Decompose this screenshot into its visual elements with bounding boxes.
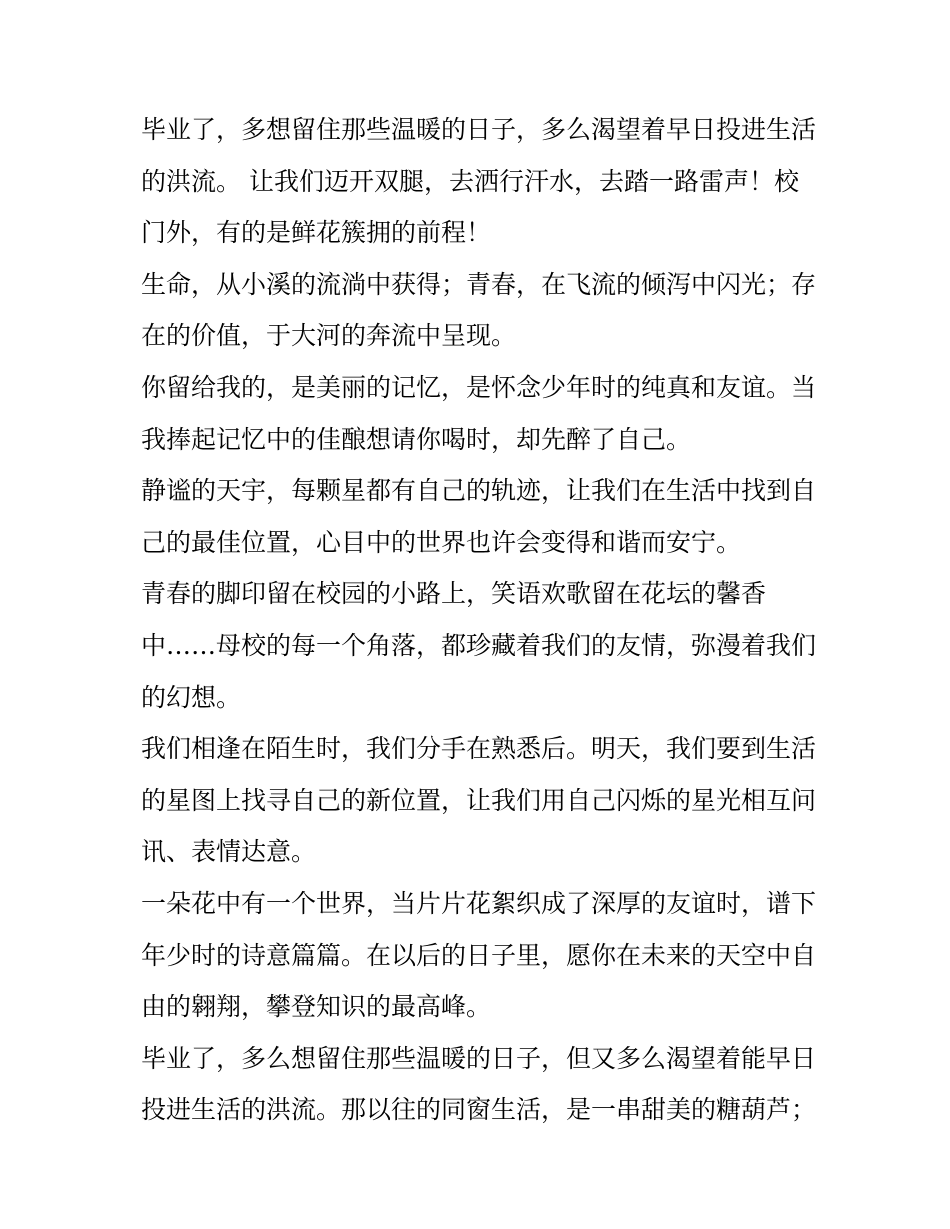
- text-line: 投进生活的洪流。那以往的同窗生活，是一串甜美的糖葫芦；: [141, 1095, 817, 1125]
- paragraph-5: [141, 568, 816, 723]
- paragraph-8: [141, 1033, 816, 1136]
- text-line: 青春的脚印留在校园的小路上，笑语欢歌留在花坛的馨香: [141, 579, 767, 609]
- text-line: 门外，有的是鲜花簇拥的前程！: [141, 218, 492, 248]
- text-line: 年少时的诗意篇篇。在以后的日子里，愿你在未来的天空中自: [141, 940, 817, 970]
- text-line: 己的最佳位置，心目中的世界也许会变得和谐而安宁。: [141, 527, 742, 557]
- text-line: 中……母校的每一个角落，都珍藏着我们的友情，弥漫着我们: [141, 630, 817, 660]
- text-line: 一朵花中有一个世界，当片片花絮织成了深厚的友谊时，谱下: [141, 888, 817, 918]
- text-line: 静谧的天宇，每颗星都有自己的轨迹，让我们在生活中找到自: [141, 476, 817, 506]
- document-body: [141, 104, 816, 1136]
- text-line: 在的价值，于大河的奔流中呈现。: [141, 321, 517, 351]
- paragraph-6: [141, 723, 816, 878]
- text-line: 毕业了，多么想留住那些温暖的日子，但又多么渴望着能早日: [141, 1043, 817, 1073]
- paragraph-1: [141, 104, 816, 259]
- text-line: 我捧起记忆中的佳酿想请你喝时，却先醉了自己。: [141, 424, 692, 454]
- paragraph-3: [141, 362, 816, 465]
- text-line: 的幻想。: [141, 682, 242, 712]
- text-line: 毕业了，多想留住那些温暖的日子，多么渴望着早日投进生活: [141, 115, 817, 144]
- text-line: 由的翱翔，攀登知识的最高峰。: [141, 992, 492, 1022]
- paragraph-7: [141, 878, 816, 1033]
- paragraph-2: [141, 259, 816, 362]
- text-line: 生命，从小溪的流淌中获得；青春，在飞流的倾泻中闪光；存: [141, 269, 817, 299]
- text-line: 你留给我的，是美丽的记忆，是怀念少年时的纯真和友谊。当: [141, 372, 817, 402]
- paragraph-4: [141, 465, 816, 568]
- text-line: 讯、表情达意。: [141, 837, 317, 867]
- text-line: 的星图上找寻自己的新位置，让我们用自己闪烁的星光相互问: [141, 785, 817, 815]
- text-line: 的洪流。 让我们迈开双腿，去洒行汗水，去踏一路雷声！校: [141, 166, 799, 196]
- text-line: 我们相逢在陌生时，我们分手在熟悉后。明天，我们要到生活: [141, 734, 817, 764]
